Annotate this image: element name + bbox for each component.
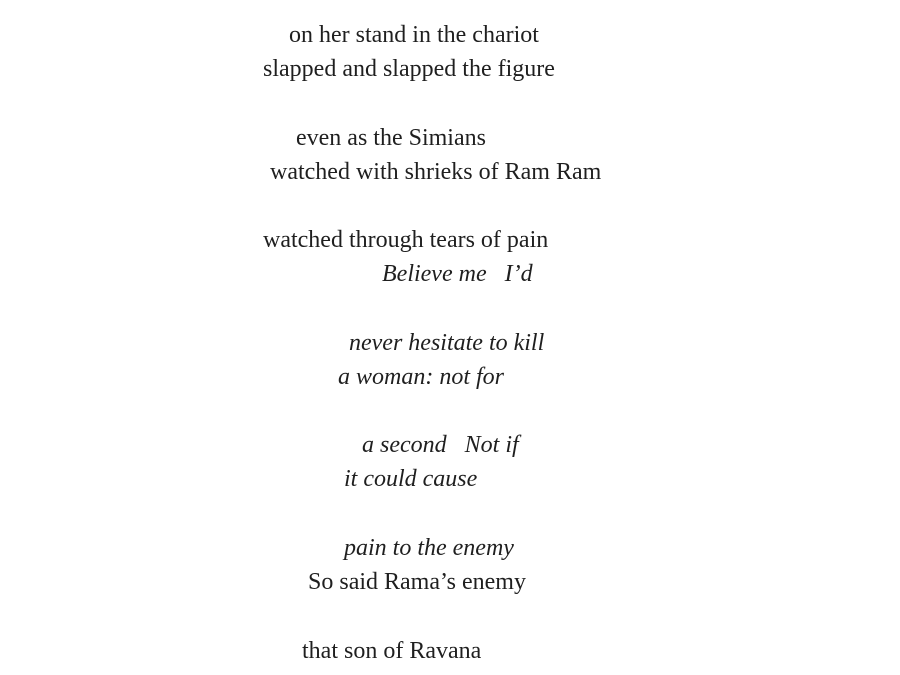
poem-line-13: that son of Ravana bbox=[302, 638, 482, 664]
poem-line-12: So said Rama’s enemy bbox=[308, 569, 526, 595]
poem-line-9 bbox=[362, 428, 519, 462]
poem-line-1: on her stand in the chariot bbox=[289, 22, 539, 48]
poem-line-5: watched through tears of pain bbox=[263, 227, 549, 253]
poem-line-3: even as the Simians bbox=[296, 125, 486, 151]
poem-line-6 bbox=[382, 257, 533, 291]
poem-line-4: watched with shrieks of Ram Ram bbox=[270, 159, 602, 185]
poem-line-9-part-1: a second bbox=[362, 432, 447, 458]
poem-line-6-part-1: Believe me bbox=[382, 261, 487, 287]
poem-line-2: slapped and slapped the figure bbox=[263, 56, 555, 82]
poem-line-10: it could cause bbox=[344, 466, 478, 492]
poem-line-6-part-2: I’d bbox=[504, 261, 533, 287]
poem-line-9-part-2: Not if bbox=[464, 432, 519, 458]
poem-line-11: pain to the enemy bbox=[344, 535, 514, 561]
poem-line-7: never hesitate to kill bbox=[349, 330, 545, 356]
poem-line-8: a woman: not for bbox=[338, 364, 505, 390]
